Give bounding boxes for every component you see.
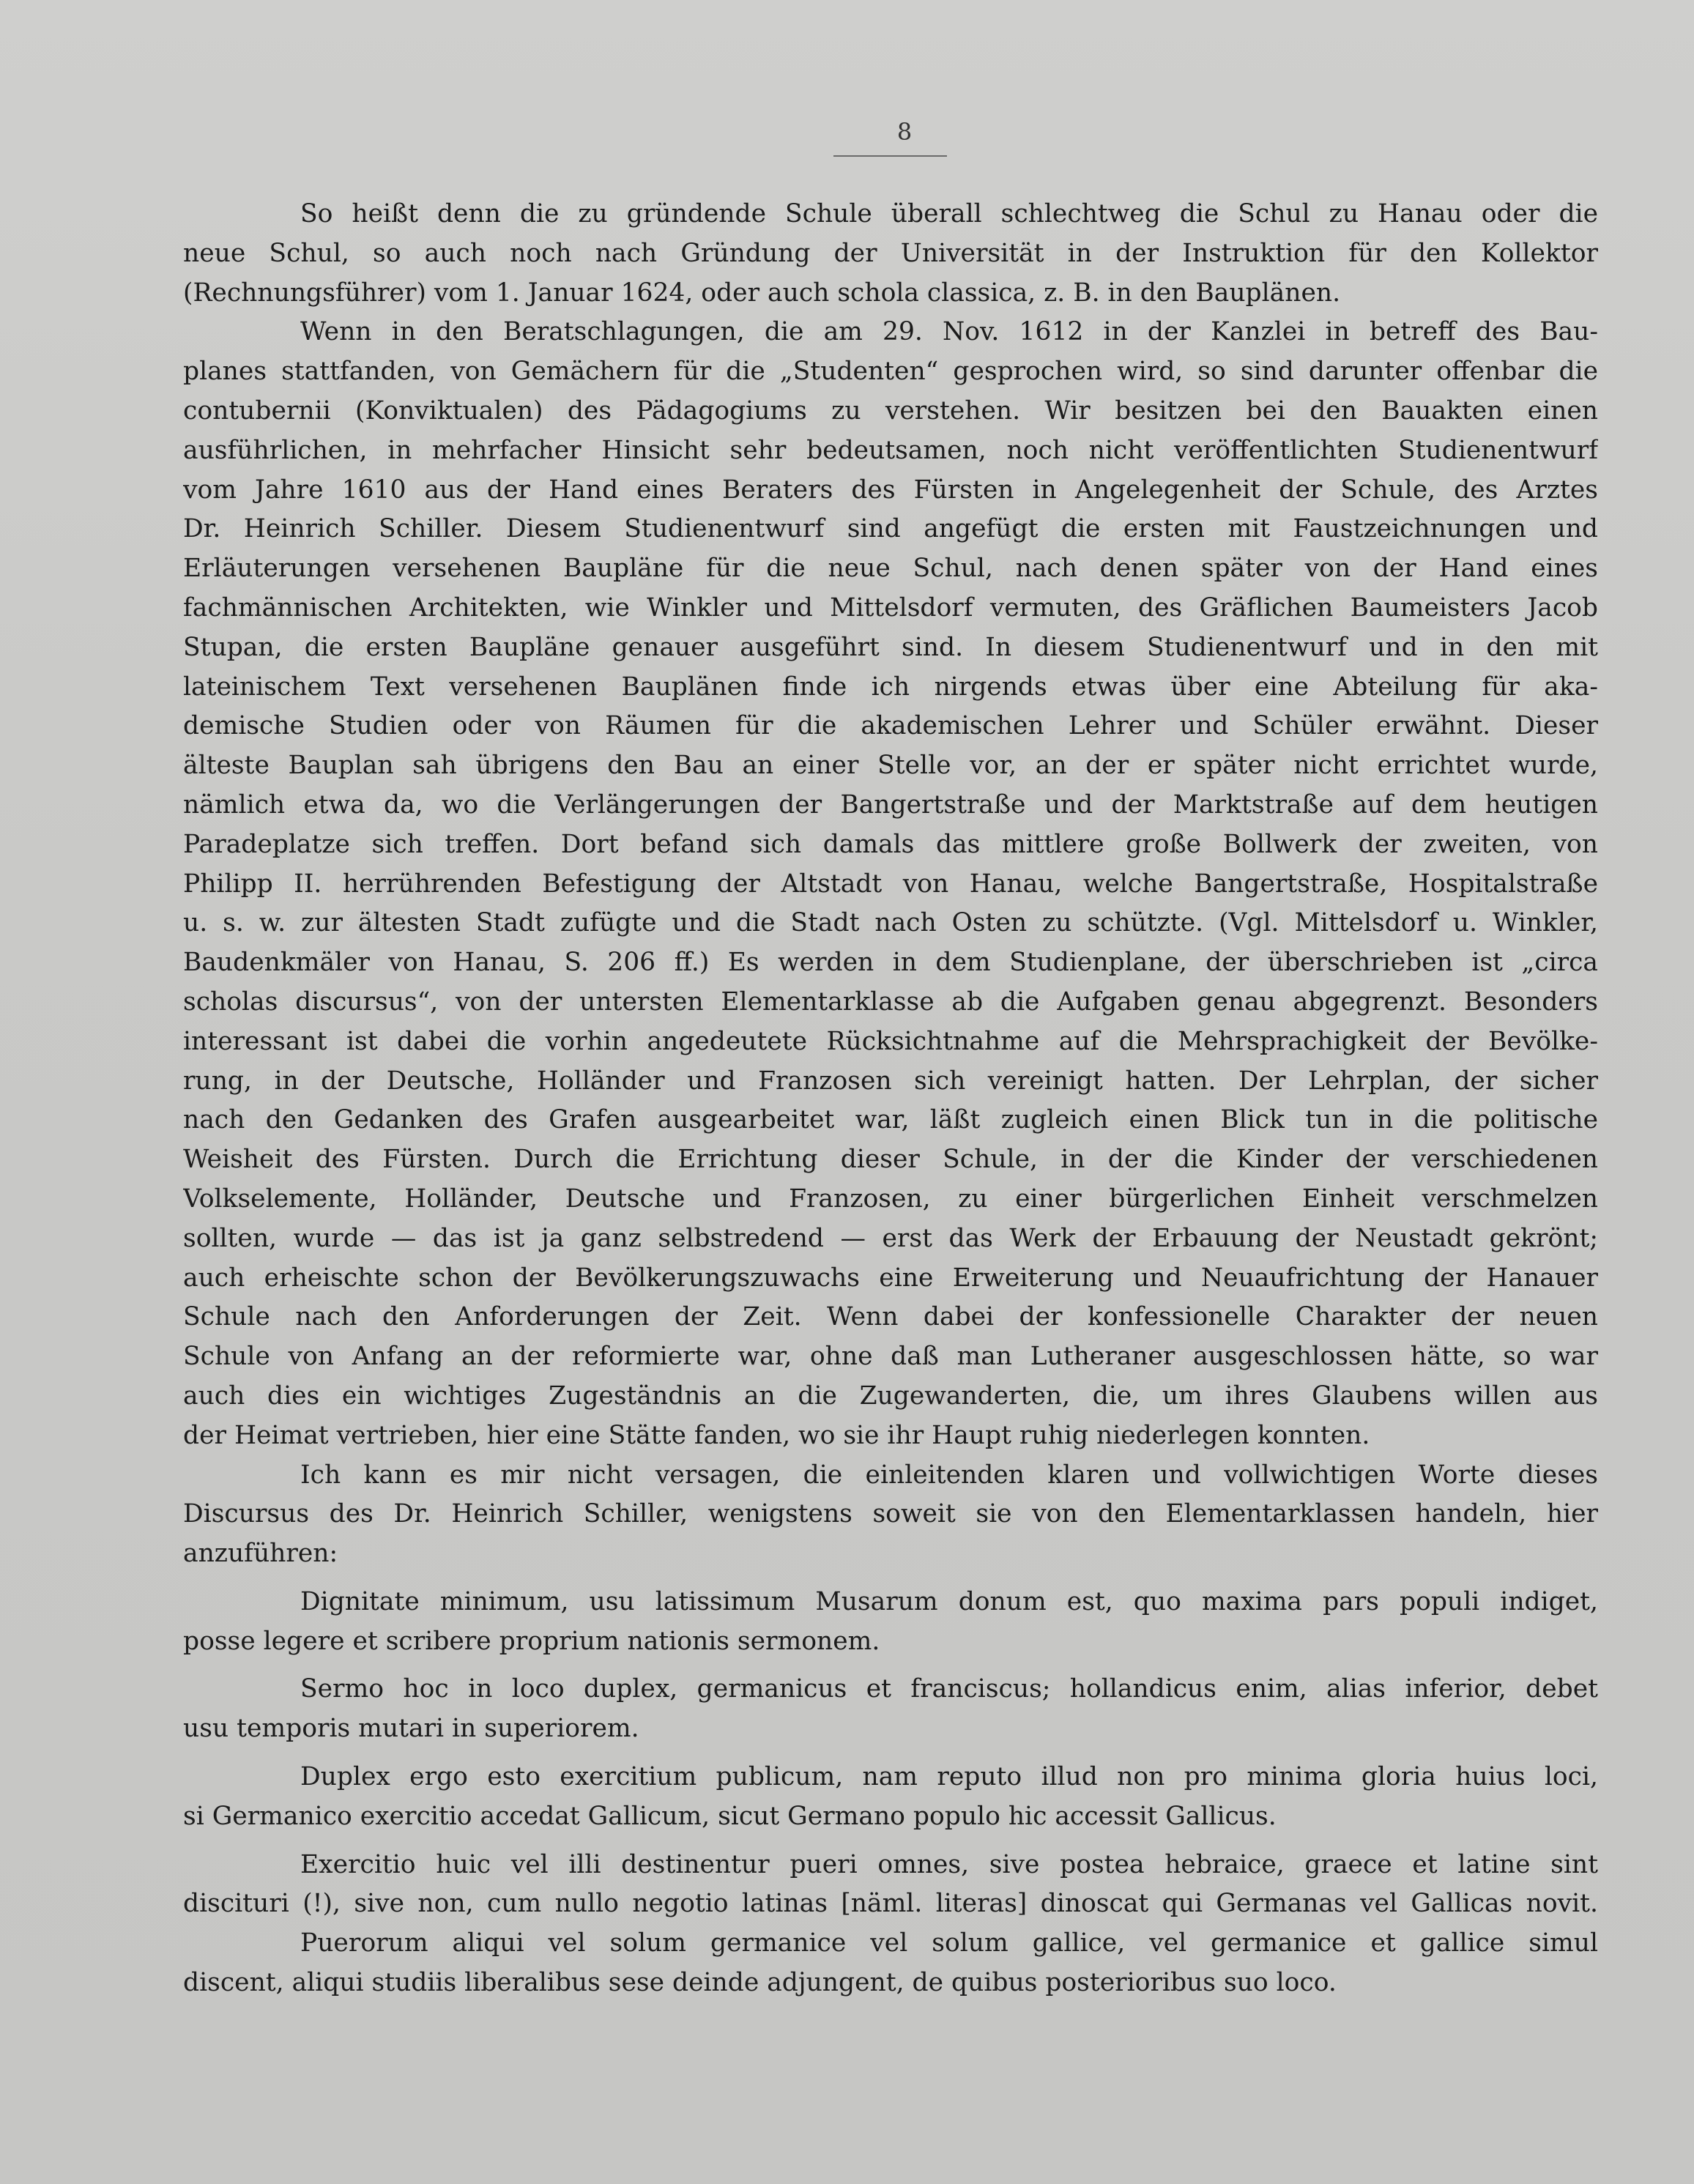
text-line: Schule von Anfang an der reformierte war, ohne daß man Lutheraner ausgeschlossen hätte, so war — [183, 1342, 1598, 1372]
text-line: sollten, wurde — das ist ja ganz selbstredend — erst das Werk der Erbauung der Neustadt gekrönt; — [183, 1223, 1598, 1253]
text-line: So heißt denn die zu gründende Schule überall schlechtweg die Schul zu Hanau oder die — [300, 199, 1598, 229]
text-line: Wenn in den Beratschlagungen, die am 29. Nov. 1612 in der Kanzlei in betreff des Bau- — [300, 317, 1598, 347]
text-line: anzuführen: — [183, 1539, 338, 1569]
text-line: Paradeplatze sich treffen. Dort befand sich damals das mittlere große Bollwerk der zweiten, von — [183, 829, 1598, 859]
text-line: Puerorum aliqui vel solum germanice vel solum gallice, vel germanice et gallice simul — [300, 1928, 1598, 1958]
paragraph-2 — [183, 313, 1598, 1455]
text-line: Dignitate minimum, usu latissimum Musarum donum est, quo maxima pars populi indiget, — [300, 1586, 1598, 1616]
text-line: Sermo hoc in loco duplex, germanicus et franciscus; hollandicus enim, alias inferior, debet — [300, 1674, 1598, 1704]
paragraph-gap — [183, 1574, 1598, 1583]
text-line: lateinischem Text versehenen Bauplänen finde ich nirgends etwas über eine Abteilung für aka- — [183, 672, 1598, 702]
text-line: Philipp II. herrührenden Befestigung der Altstadt von Hanau, welche Bangertstraße, Hospitalstraße — [183, 869, 1598, 899]
text-line: älteste Bauplan sah übrigens den Bau an einer Stelle vor, an der er später nicht errichtet wurde, — [183, 751, 1598, 781]
text-line: Discursus des Dr. Heinrich Schiller, wenigstens soweit sie von den Elementarklassen handeln, hier — [183, 1499, 1598, 1529]
text-line: Exercitio huic vel illi destinentur pueri omnes, sive postea hebraice, graece et latine sint — [300, 1849, 1598, 1879]
latin-quote-1 — [183, 1583, 1598, 1662]
latin-quote-5 — [183, 1924, 1598, 2003]
page-number: 8 — [896, 118, 913, 146]
text-line: discent, aliqui studiis liberalibus sese deinde adjungent, de quibus posterioribus suo loco. — [183, 1968, 1337, 1998]
text-line: Erläuterungen versehenen Baupläne für die neue Schul, nach denen später von der Hand eines — [183, 554, 1598, 584]
text-line: vom Jahre 1610 aus der Hand eines Beraters des Fürsten in Angelegenheit der Schule, des Arztes — [183, 475, 1598, 505]
text-line: posse legere et scribere proprium nationis sermonem. — [183, 1626, 880, 1656]
latin-quote-3 — [183, 1758, 1598, 1837]
text-line: u. s. w. zur ältesten Stadt zufügte und die Stadt nach Osten zu schützte. (Vgl. Mittelsdorf u. Winkler, — [183, 908, 1598, 938]
page-number-rule — [833, 155, 947, 157]
text-line: contubernii (Konviktualen) des Pädagogiums zu verstehen. Wir besitzen bei den Bauakten einen — [183, 395, 1598, 426]
paragraph-gap — [183, 1837, 1598, 1846]
text-line: neue Schul, so auch noch nach Gründung der Universität in der Instruktion für den Kollektor — [183, 238, 1598, 268]
text-line: nämlich etwa da, wo die Verlängerungen der Bangertstraße und der Marktstraße auf dem heutigen — [183, 790, 1598, 820]
text-line: scholas discursus“, von der untersten Elementarklasse ab die Aufgaben genau abgegrenzt. Besonders — [183, 987, 1598, 1017]
text-line: Volkselemente, Holländer, Deutsche und Franzosen, zu einer bürgerlichen Einheit verschmelzen — [183, 1184, 1598, 1214]
text-line: Duplex ergo esto exercitium publicum, nam reputo illud non pro minima gloria huius loci, — [300, 1762, 1598, 1792]
text-line: (Rechnungsführer) vom 1. Januar 1624, oder auch schola classica, z. B. in den Bauplänen. — [183, 278, 1341, 308]
paragraph-gap — [183, 1661, 1598, 1670]
latin-quote-2 — [183, 1670, 1598, 1749]
text-line: ausführlichen, in mehrfacher Hinsicht sehr bedeutsamen, noch nicht veröffentlichten Studienentwurf — [183, 435, 1598, 465]
text-line: der Heimat vertrieben, hier eine Stätte fanden, wo sie ihr Haupt ruhig niederlegen konnten. — [183, 1420, 1370, 1450]
text-line: auch dies ein wichtiges Zugeständnis an die Zugewanderten, die, um ihres Glaubens willen aus — [183, 1381, 1598, 1411]
text-line: disciturі (!), sive non, cum nullo negotio latinas [näml. literas] dinoscat qui Germanas vel Gallicas novit. — [183, 1889, 1598, 1919]
paragraph-3 — [183, 1456, 1598, 1574]
body-text — [183, 195, 1598, 2003]
text-line: Weisheit des Fürsten. Durch die Errichtung dieser Schule, in der die Kinder der verschiedenen — [183, 1145, 1598, 1175]
text-line: auch erheischte schon der Bevölkerungszuwachs eine Erweiterung und Neuaufrichtung der Hanauer — [183, 1263, 1598, 1293]
text-line: Stupan, die ersten Baupläne genauer ausgeführt sind. In diesem Studienentwurf und in den mit — [183, 632, 1598, 662]
text-line: fachmännischen Architekten, wie Winkler und Mittelsdorf vermuten, des Gräflichen Baumeisters Jacob — [183, 593, 1598, 623]
text-line: Ich kann es mir nicht versagen, die einleitenden klaren und vollwichtigen Worte dieses — [300, 1460, 1598, 1490]
text-line: demische Studien oder von Räumen für die akademischen Lehrer und Schüler erwähnt. Dieser — [183, 711, 1598, 741]
latin-quote-4 — [183, 1846, 1598, 1925]
text-line: nach den Gedanken des Grafen ausgearbeitet war, läßt zugleich einen Blick tun in die politische — [183, 1105, 1598, 1135]
text-line: usu temporis mutari in superiorem. — [183, 1714, 639, 1744]
text-line: interessant ist dabei die vorhin angedeutete Rücksichtnahme auf die Mehrsprachigkeit der Bevölke- — [183, 1026, 1598, 1056]
text-line: rung, in der Deutsche, Holländer und Franzosen sich vereinigt hatten. Der Lehrplan, der sicher — [183, 1066, 1598, 1096]
text-line: Dr. Heinrich Schiller. Diesem Studienentwurf sind angefügt die ersten mit Faustzeichnungen und — [183, 514, 1598, 544]
paragraph-1 — [183, 195, 1598, 313]
text-line: Baudenkmäler von Hanau, S. 206 ff.) Es werden in dem Studienplane, der überschrieben ist „circa — [183, 948, 1598, 978]
text-line: planes stattfanden, von Gemächern für die „Studenten“ gesprochen wird, so sind darunter offenbar die — [183, 357, 1598, 387]
text-line: si Germanico exercitio accedat Gallicum, sicut Germano populo hic accessit Gallicus. — [183, 1801, 1277, 1831]
paragraph-gap — [183, 1749, 1598, 1758]
text-line: Schule nach den Anforderungen der Zeit. Wenn dabei der konfessionelle Charakter der neuen — [183, 1302, 1598, 1332]
